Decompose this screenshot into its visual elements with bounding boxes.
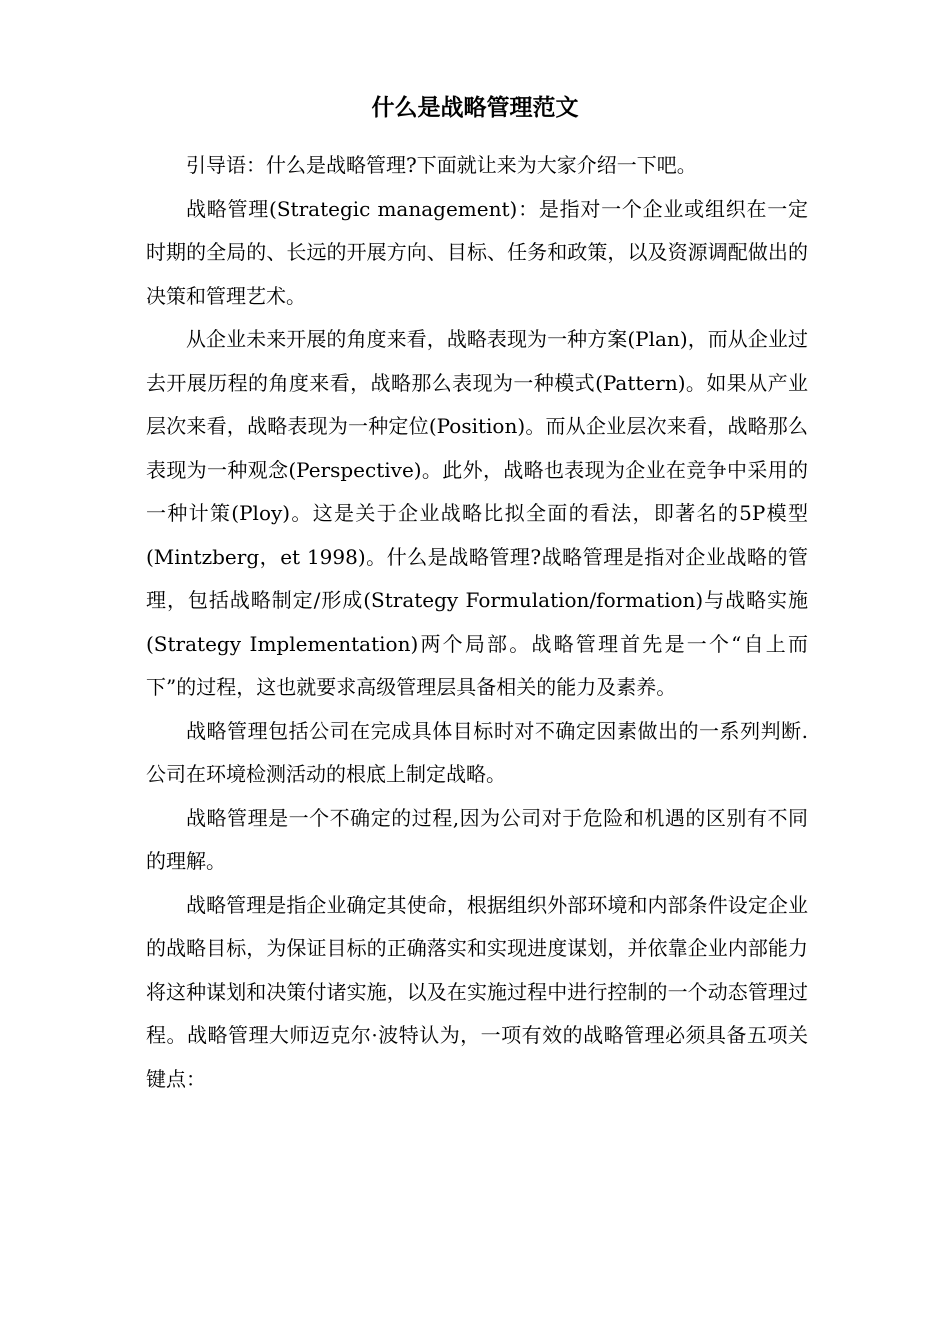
- paragraph-judgment: 战略管理包括公司在完成具体目标时对不确定因素做出的一系列判断.公司在环境检测活动的根底上制定战略。: [146, 718, 808, 786]
- document-body: [146, 144, 808, 1101]
- paragraph-uncertainty: 战略管理是一个不确定的过程,因为公司对于危险和机遇的区别有不同的理解。: [146, 805, 808, 873]
- paragraph-intro: 引导语：什么是战略管理?下面就让来为大家介绍一下吧。: [186, 153, 697, 177]
- paragraph-definition: 战略管理(Strategic management)：是指对一个企业或组织在一定时期的全局的、长远的开展方向、目标、任务和政策，以及资源调配做出的决策和管理艺术。: [146, 196, 808, 308]
- paragraph-process: 战略管理是指企业确定其使命，根据组织外部环境和内部条件设定企业的战略目标，为保证目标的正确落实和实现进度谋划，并依靠企业内部能力将这种谋划和决策付诸实施，以及在实施过程中进行控制的一个动态管理过程。战略管理大师迈克尔·波特认为，一项有效的战略管理必须具备五项关键点：: [146, 892, 808, 1091]
- paragraph-5p-model: 从企业未来开展的角度来看，战略表现为一种方案(Plan)，而从企业过去开展历程的角度来看，战略那么表现为一种模式(Pattern)。如果从产业层次来看，战略表现为一种定位(Position)。而从企业层次来看，战略那么表现为一种观念(Perspective)。此外，战略也表现为企业在竞争中采用的一种计策(Ploy)。这是关于企业战略比拟全面的看法，即著名的5P模型(Mintzberg，et 1998)。什么是战略管理?战略管理是指对企业战略的管理，包括战略制定/形成(Strategy Formulation/formation)与战略实施(Strategy Implementation)两个局部。战略管理首先是一个“自上而下”的过程，这也就要求高级管理层具备相关的能力及素养。: [146, 327, 808, 699]
- document-title: 什么是战略管理范文: [371, 95, 579, 121]
